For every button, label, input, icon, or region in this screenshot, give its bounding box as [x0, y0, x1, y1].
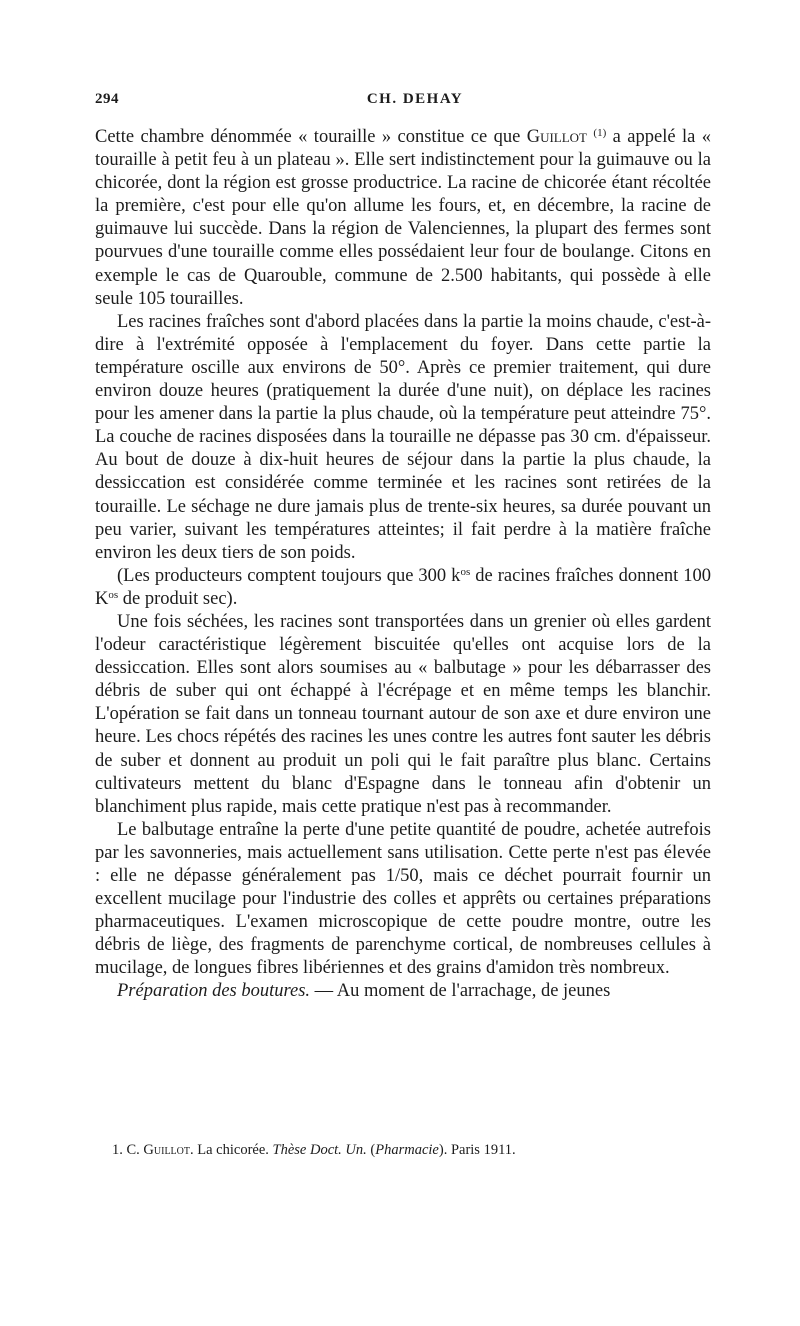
paragraph-text: — Au moment de l'arrachage, de jeunes: [310, 981, 611, 1002]
footnote-text: . La chicorée.: [190, 1142, 273, 1158]
page-number: 294: [95, 91, 119, 107]
paragraph-text: de racines fraîches donnent 100 K: [95, 565, 711, 609]
footnote-number: 1.: [112, 1142, 123, 1158]
footnote-reference: (1): [593, 127, 607, 139]
paragraph-text: de produit sec).: [118, 588, 238, 609]
paragraph-touraille: [95, 126, 711, 311]
section-heading: Préparation des boutures.: [117, 981, 311, 1002]
footnote-discipline: Pharmacie: [375, 1142, 439, 1158]
footnote-text: C.: [122, 1142, 144, 1158]
paragraph-sechees: Une fois séchées, les racines sont transportées dans un grenier où elles gardent l'odeur caractéristique légèrement biscuitée qu'elles ont acquise lors de la dessiccation. Elles sont alors soumises au « balbutage » pour les débarrasser des débris de suber qui ont échappé à l'écrépage et en même temps les blanchir. L'opération se fait dans un tonneau tournant autour de son axe et dure environ une heure. Les chocs répétés des racines les unes contre les autres font sauter les débris de suber et donnent au produit un poli qui le fait paraître plus blanc. Certains cultivateurs mettent du blanc d'Espagne dans le tonneau afin d'obtenir un blanchiment plus rapide, mais cette pratique n'est pas à recommander.: [95, 611, 711, 817]
author-name: Guillot: [526, 127, 587, 147]
superscript: os: [108, 588, 119, 601]
paragraph-text: Cette chambre dénommée « touraille » constitue ce que: [95, 127, 527, 147]
superscript: os: [460, 565, 471, 578]
paragraph-text: (Les producteurs comptent toujours que 300 k: [117, 565, 461, 586]
footnote: [112, 1141, 712, 1159]
paragraph-boutures: [95, 980, 711, 1003]
body-text: [95, 126, 711, 1004]
paragraph-racines-fraiches: Les racines fraîches sont d'abord placées dans la partie la moins chaude, c'est-à-dire à l'extrémité opposée à l'emplacement du foyer. Dans cette partie la température oscille aux environs de 50°. Après ce premier traitement, qui dure environ douze heures (pratiquement la durée d'une nuit), on déplace les racines pour les amener dans la partie la plus chaude, où la température peut atteindre 75°. La couche de racines disposées dans la touraille ne dépasse pas 30 cm. d'épaisseur. Au bout de douze à dix-huit heures de séjour dans la partie la plus chaude, la dessiccation est considérée comme terminée et les racines sont retirées de la touraille. Le séchage ne dure jamais plus de trente-six heures, sa durée pouvant un peu varier, suivant les températures atteintes; il fait perdre à la matière fraîche environ les deux tiers de son poids.: [95, 311, 711, 563]
footnote-text: ). Paris 1911.: [438, 1142, 516, 1158]
running-head: CH. DEHAY: [366, 91, 464, 107]
paragraph-producteurs: [95, 565, 711, 611]
footnote-thesis: Thèse Doct. Un.: [272, 1142, 367, 1158]
paragraph-text: a appelé la « touraille à petit feu à un plateau ». Elle sert indistinctement pour la guimauve ou la chicorée, dont la région est grosse productrice. La racine de chicorée étant récoltée la première, c'est pour elle qu'on allume les fours, et, en décembre, la racine de guimauve lui succède. Dans la région de Valenciennes, la plupart des fermes sont pourvues d'une touraille comme elles possédaient leur four de boulange. Citons en exemple le cas de Quarouble, commune de 2.500 habitants, qui possède à elle seule 105 tourailles.: [95, 127, 711, 309]
footnote-author: Guillot: [143, 1142, 190, 1158]
paragraph-balbutage: Le balbutage entraîne la perte d'une petite quantité de poudre, achetée autrefois par les savonneries, mais actuellement sans utilisation. Cette perte n'est pas élevée : elle ne dépasse généralement pas 1/50, mais ce déchet pourrait fournir un excellent mucilage pour l'industrie des colles et apprêts ou certaines préparations pharmaceutiques. L'examen microscopique de cette poudre montre, outre les débris de liège, des fragments de parenchyme cortical, de nombreuses cellules à mucilage, de longues fibres libériennes et des grains d'amidon très nombreux.: [95, 819, 711, 979]
footnote-text: (: [366, 1142, 376, 1158]
